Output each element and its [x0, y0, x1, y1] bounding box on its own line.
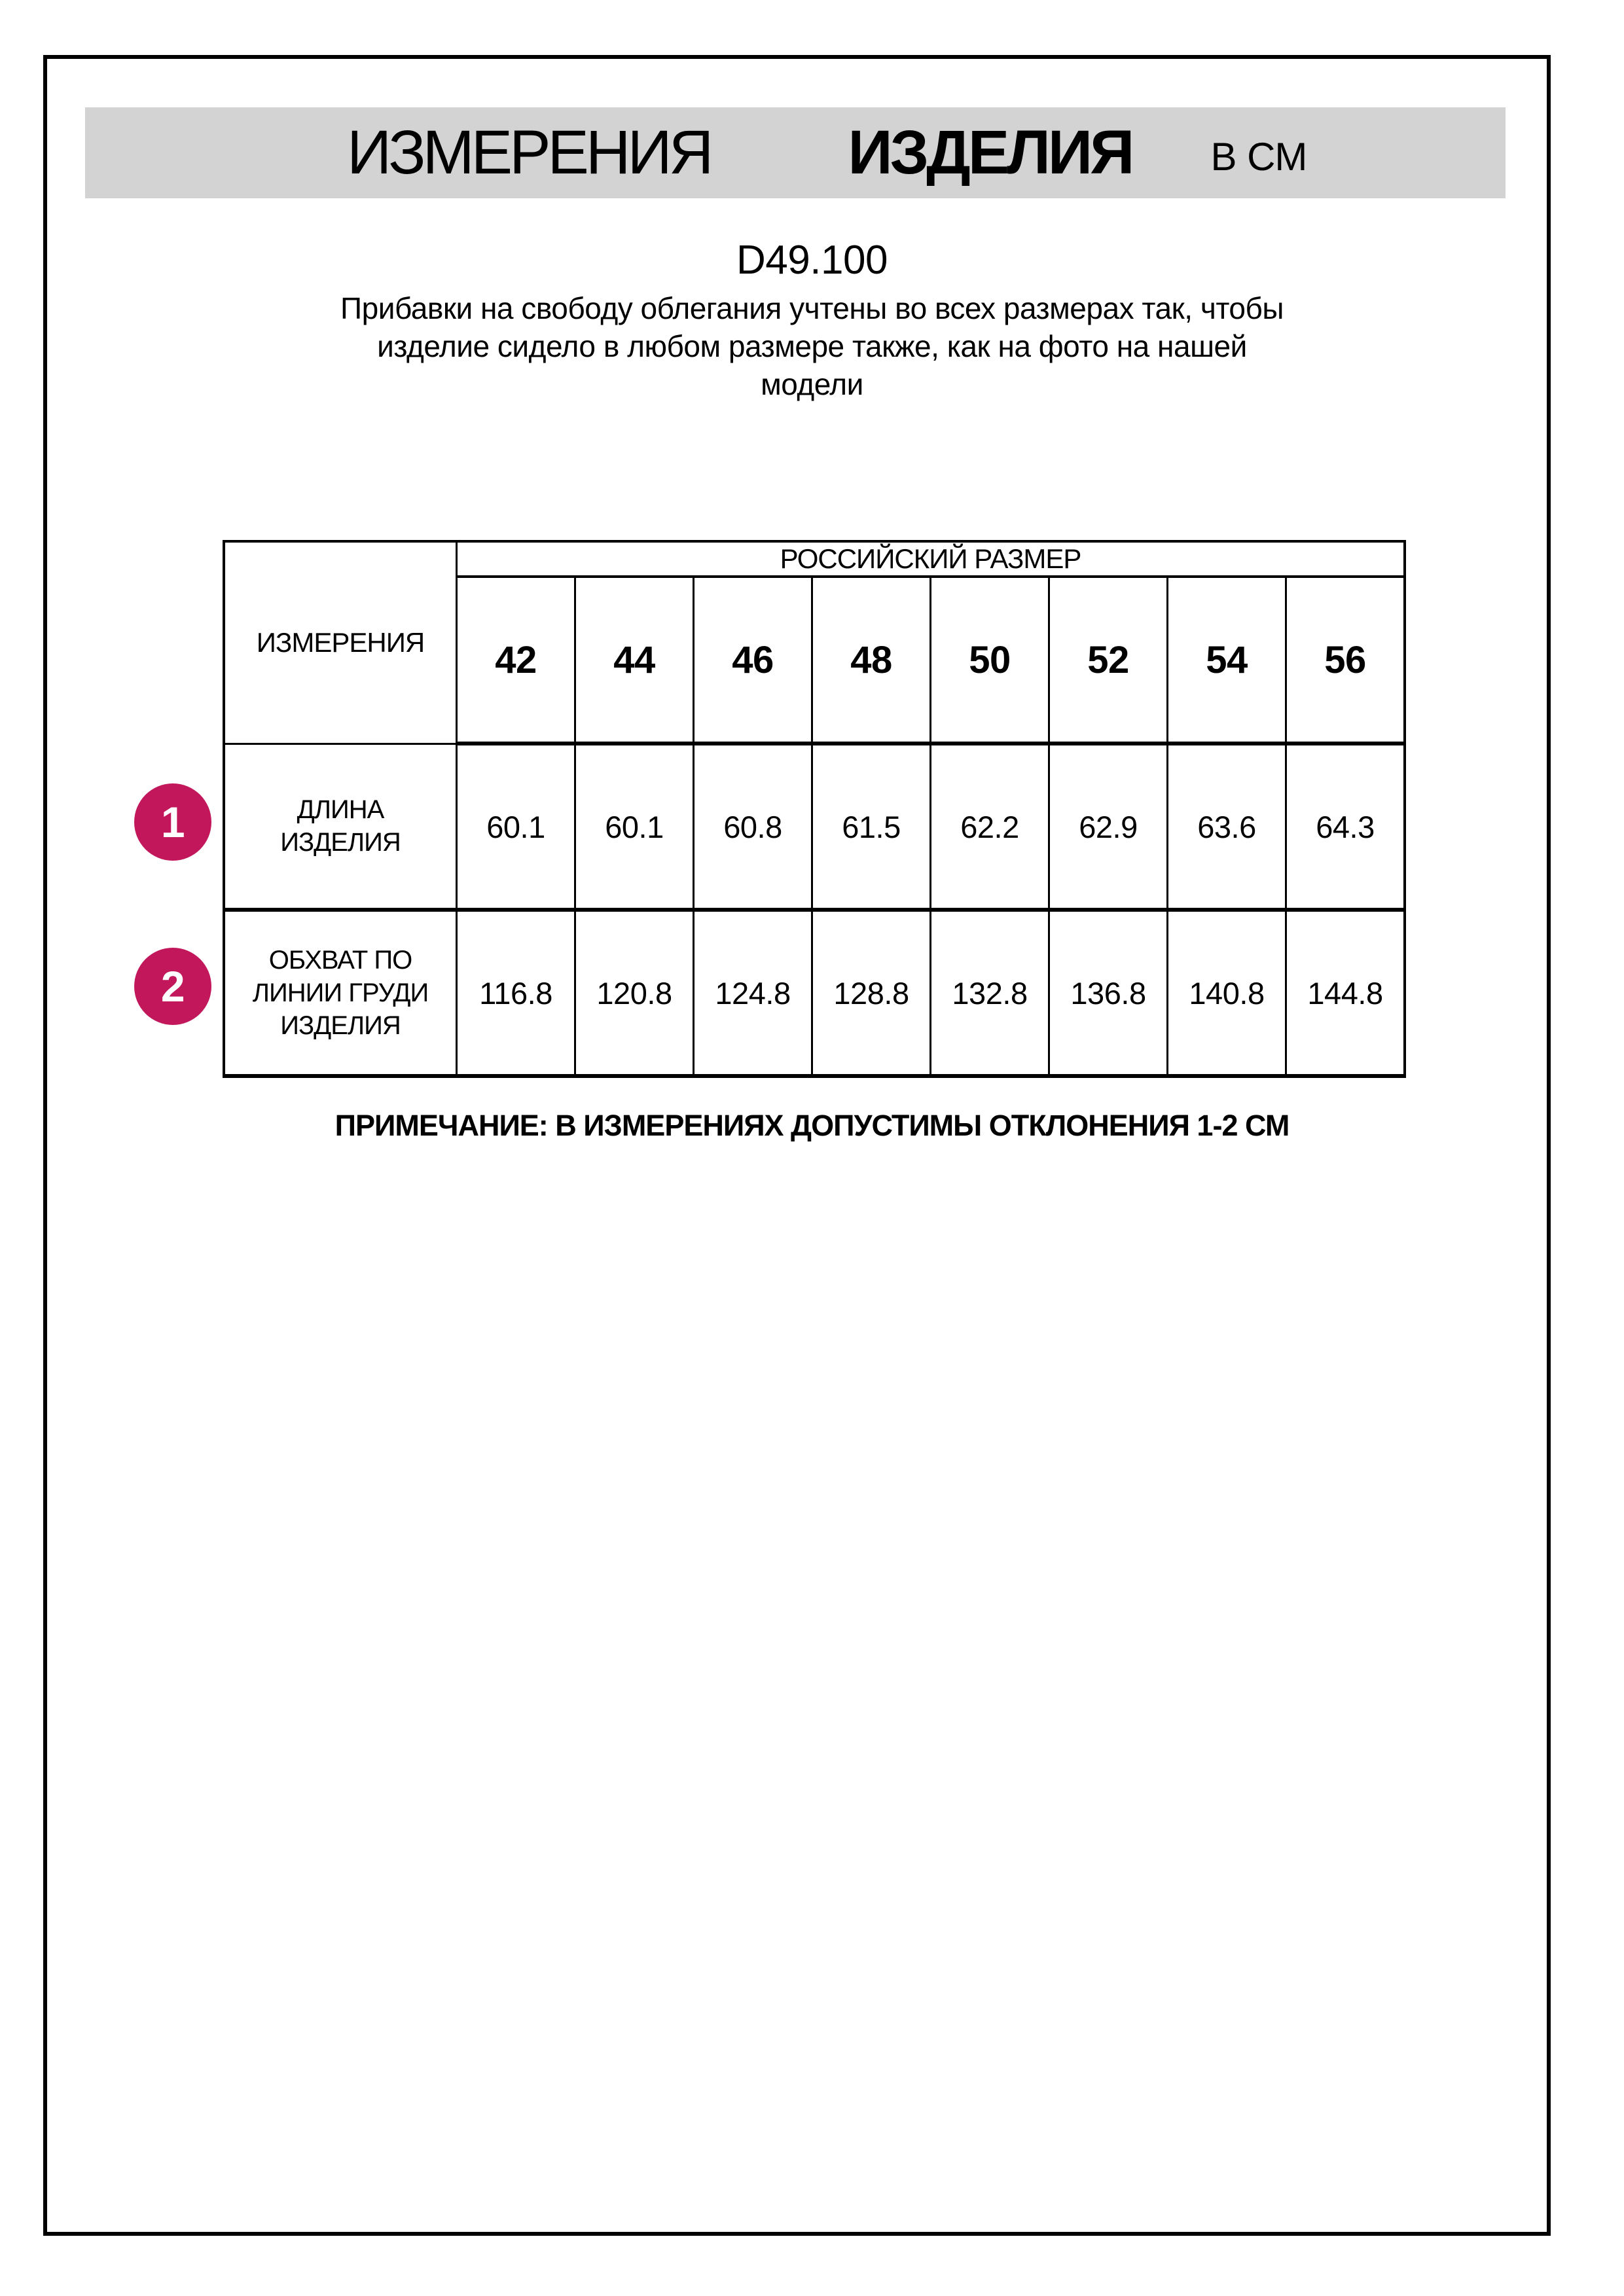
size-header-48: 48 [812, 577, 931, 744]
row-label-line: ОБХВАТ ПО [268, 946, 412, 975]
fit-description-line-2: изделие сидело в любом размере также, как на фото на нашей [377, 329, 1247, 363]
page-title-unit: В СМ [1210, 135, 1307, 179]
chest-value-44: 120.8 [575, 910, 694, 1076]
length-value-42: 60.1 [457, 744, 575, 910]
row-label-length [224, 744, 457, 910]
page-title-word-measurements: ИЗМЕРЕНИЯ [347, 118, 711, 187]
size-header-52: 52 [1049, 577, 1168, 744]
length-value-44: 60.1 [575, 744, 694, 910]
size-header-42: 42 [457, 577, 575, 744]
russian-size-group-header: РОССИЙСКИЙ РАЗМЕР [457, 541, 1405, 577]
size-header-46: 46 [694, 577, 812, 744]
chest-value-50: 132.8 [931, 910, 1049, 1076]
size-header-54: 54 [1168, 577, 1286, 744]
length-value-48: 61.5 [812, 744, 931, 910]
table-row-length [224, 744, 1405, 910]
chest-value-48: 128.8 [812, 910, 931, 1076]
chest-value-46: 124.8 [694, 910, 812, 1076]
row-label-line: ИЗДЕЛИЯ [280, 828, 401, 857]
table-row-chest [224, 910, 1405, 1076]
size-header-44: 44 [575, 577, 694, 744]
chest-value-56: 144.8 [1286, 910, 1405, 1076]
chest-value-54: 140.8 [1168, 910, 1286, 1076]
row-marker-2-badge: 2 [134, 948, 211, 1025]
model-number: D49.100 [736, 238, 888, 283]
row-label-line: ЛИНИИ ГРУДИ [252, 978, 429, 1007]
row-label-line: ДЛИНА [297, 795, 384, 825]
row-marker-1-badge: 1 [134, 783, 211, 861]
length-value-54: 63.6 [1168, 744, 1286, 910]
size-header-50: 50 [931, 577, 1049, 744]
row-label-chest [224, 910, 457, 1076]
size-header-56: 56 [1286, 577, 1405, 744]
title-bar [85, 107, 1506, 198]
fit-description [0, 289, 1624, 403]
fit-description-line-1: Прибавки на свободу облегания учтены во всех размерах так, чтобы [340, 291, 1284, 325]
measurements-column-header: ИЗМЕРЕНИЯ [224, 541, 457, 744]
table-header-group-row [224, 541, 1405, 577]
length-value-52: 62.9 [1049, 744, 1168, 910]
length-value-50: 62.2 [931, 744, 1049, 910]
fit-description-line-3: модели [761, 367, 863, 401]
page-title-word-product: ИЗДЕЛИЯ [848, 118, 1132, 187]
chest-value-52: 136.8 [1049, 910, 1168, 1076]
tolerance-note: ПРИМЕЧАНИЕ: В ИЗМЕРЕНИЯХ ДОПУСТИМЫ ОТКЛОНЕНИЯ 1-2 СМ [334, 1109, 1290, 1142]
row-label-line: ИЗДЕЛИЯ [280, 1011, 401, 1040]
length-value-56: 64.3 [1286, 744, 1405, 910]
length-value-46: 60.8 [694, 744, 812, 910]
chest-value-42: 116.8 [457, 910, 575, 1076]
size-measurements-table [223, 540, 1406, 1078]
